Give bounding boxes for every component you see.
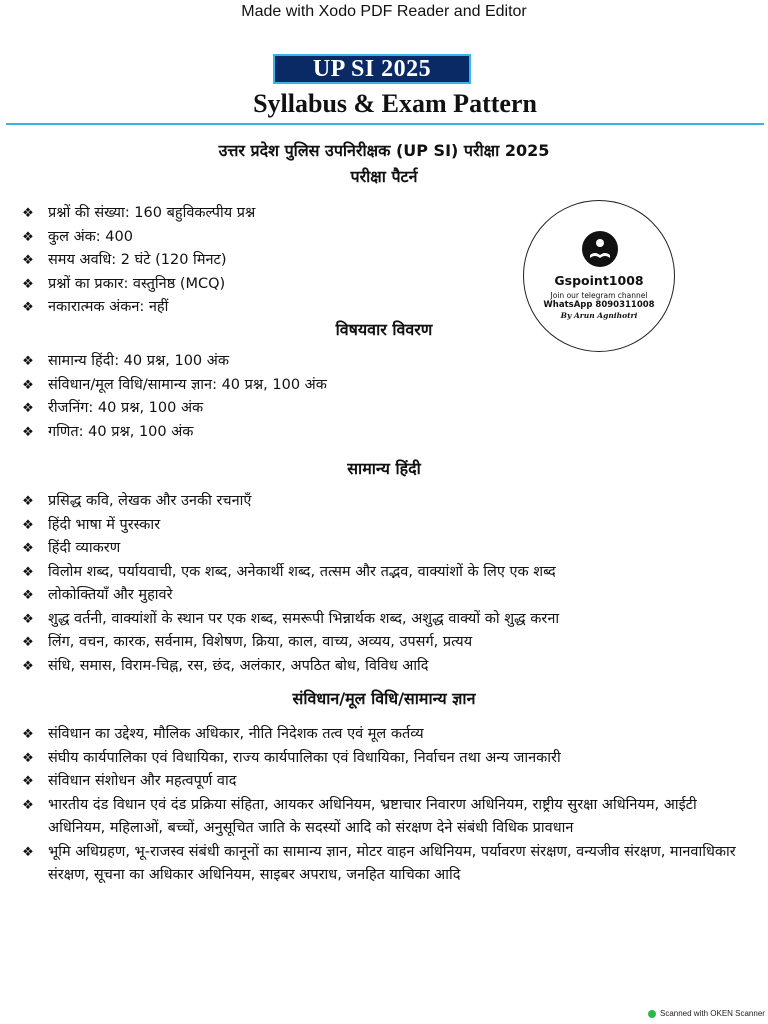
bullet-icon: ❖ — [22, 300, 34, 315]
bullet-icon: ❖ — [22, 750, 34, 766]
bullet-icon: ❖ — [22, 727, 34, 742]
bullet-icon: ❖ — [22, 658, 34, 674]
bullet-icon: ❖ — [22, 253, 34, 268]
list-item: ❖ नकारात्मक अंकन: नहीं — [18, 296, 255, 320]
bullet-icon: ❖ — [22, 844, 34, 860]
list-item: ❖ लोकोक्तियाँ और मुहावरे — [18, 584, 748, 608]
list-item: ❖ समय अवधि: 2 घंटे (120 मिनट) — [18, 249, 255, 273]
list-item: ❖ प्रश्नों की संख्या: 160 बहुविकल्पीय प्रश्न — [18, 202, 255, 226]
scanner-logo-icon — [648, 1010, 656, 1018]
list-item: ❖ शुद्ध वर्तनी, वाक्यांशों के स्थान पर एक शब्द, समरूपी भिन्नार्थक शब्द, अशुद्ध वाक्यों को शुद्ध करना — [18, 608, 748, 632]
bullet-icon: ❖ — [22, 588, 34, 603]
bullet-icon: ❖ — [22, 774, 34, 789]
bullet-icon: ❖ — [22, 797, 34, 813]
stamp-telegram: Join our telegram channel — [550, 291, 648, 300]
bullet-icon: ❖ — [22, 401, 34, 416]
list-item: ❖ संधि, समास, विराम-चिह्न, रस, छंद, अलंकार, अपठित बोध, विविध आदि — [18, 655, 748, 679]
list-item: ❖ हिंदी भाषा में पुरस्कार — [18, 514, 748, 538]
bullet-icon: ❖ — [22, 354, 34, 369]
list-item: ❖ संविधान संशोधन और महत्वपूर्ण वाद — [18, 770, 748, 794]
bullet-icon: ❖ — [22, 494, 34, 509]
list-item: ❖ हिंदी व्याकरण — [18, 537, 748, 561]
gk-list — [18, 723, 748, 888]
scanner-text: Scanned with OKEN Scanner — [660, 1009, 765, 1018]
bullet-icon: ❖ — [22, 611, 34, 627]
bullet-icon: ❖ — [22, 517, 34, 533]
stamp-whatsapp: WhatsApp 8090311008 — [543, 300, 655, 310]
bullet-icon: ❖ — [22, 635, 34, 650]
list-item: ❖ भूमि अधिग्रहण, भू-राजस्व संबंधी कानूनों का सामान्य ज्ञान, मोटर वाहन अधिनियम, पर्यावरण संरक्षण, वन्यजीव संरक्षण, मानवाधिकार संरक्षण, सूचना का अधिकार अधिनियम, साइबर अपराध, जनहित याचिका आदि — [18, 841, 748, 888]
list-item: ❖ प्रश्नों का प्रकार: वस्तुनिष्ठ (MCQ) — [18, 273, 255, 297]
bullet-icon: ❖ — [22, 229, 34, 245]
scanner-footer — [648, 1008, 765, 1020]
hindi-heading: सामान्य हिंदी — [347, 459, 421, 478]
bullet-icon: ❖ — [22, 564, 34, 580]
list-item: ❖ विलोम शब्द, पर्यायवाची, एक शब्द, अनेकार्थी शब्द, तत्सम और तद्भव, वाक्यांशों के लिए एक शब्द — [18, 561, 748, 585]
divider — [6, 123, 764, 125]
hindi-list — [18, 490, 748, 678]
bullet-icon: ❖ — [22, 424, 34, 440]
subjects-list — [18, 350, 327, 444]
subjects-heading: विषयवार विवरण — [335, 320, 433, 339]
list-item: ❖ रीजनिंग: 40 प्रश्न, 100 अंक — [18, 397, 327, 421]
list-item: ❖ संविधान/मूल विधि/सामान्य ज्ञान: 40 प्रश्न, 100 अंक — [18, 374, 327, 398]
stamp-brand: Gspoint1008 — [554, 273, 644, 288]
list-item: ❖ सामान्य हिंदी: 40 प्रश्न, 100 अंक — [18, 350, 327, 374]
list-item: ❖ संविधान का उद्देश्य, मौलिक अधिकार, नीति निदेशक तत्व एवं मूल कर्तव्य — [18, 723, 748, 747]
list-item: ❖ संघीय कार्यपालिका एवं विधायिका, राज्य कार्यपालिका एवं विधायिका, निर्वाचन तथा अन्य जानकारी — [18, 747, 748, 771]
gk-heading: संविधान/मूल विधि/सामान्य ज्ञान — [292, 689, 476, 708]
document-subtitle: Syllabus & Exam Pattern — [253, 89, 537, 118]
document-title: UP SI 2025 — [273, 54, 471, 84]
list-item: ❖ प्रसिद्ध कवि, लेखक और उनकी रचनाएँ — [18, 490, 748, 514]
list-item: ❖ लिंग, वचन, कारक, सर्वनाम, विशेषण, क्रिया, काल, वाच्य, अव्यय, उपसर्ग, प्रत्यय — [18, 631, 748, 655]
bullet-icon: ❖ — [22, 377, 34, 393]
main-heading: उत्तर प्रदेश पुलिस उपनिरीक्षक (UP SI) परीक्षा 2025 — [218, 141, 550, 160]
pattern-list — [18, 202, 255, 320]
list-item: ❖ कुल अंक: 400 — [18, 226, 255, 250]
bullet-icon: ❖ — [22, 276, 34, 292]
bullet-icon: ❖ — [22, 206, 34, 221]
pattern-heading: परीक्षा पैटर्न — [350, 167, 418, 186]
app-banner: Made with Xodo PDF Reader and Editor — [241, 3, 527, 20]
bullet-icon: ❖ — [22, 541, 34, 556]
book-logo-icon — [582, 231, 618, 267]
list-item: ❖ भारतीय दंड विधान एवं दंड प्रक्रिया संहिता, आयकर अधिनियम, भ्रष्टाचार निवारण अधिनियम, राष्ट्रीय सुरक्षा अधिनियम, आईटी अधिनियम, महिलाओं, बच्चों, अनुसूचित जाति के सदस्यों आदि को संरक्षण देने संबंधी विधिक प्रावधान — [18, 794, 748, 841]
list-item: ❖ गणित: 40 प्रश्न, 100 अंक — [18, 421, 327, 445]
stamp-author: By Arun Agnihotri — [560, 311, 638, 320]
